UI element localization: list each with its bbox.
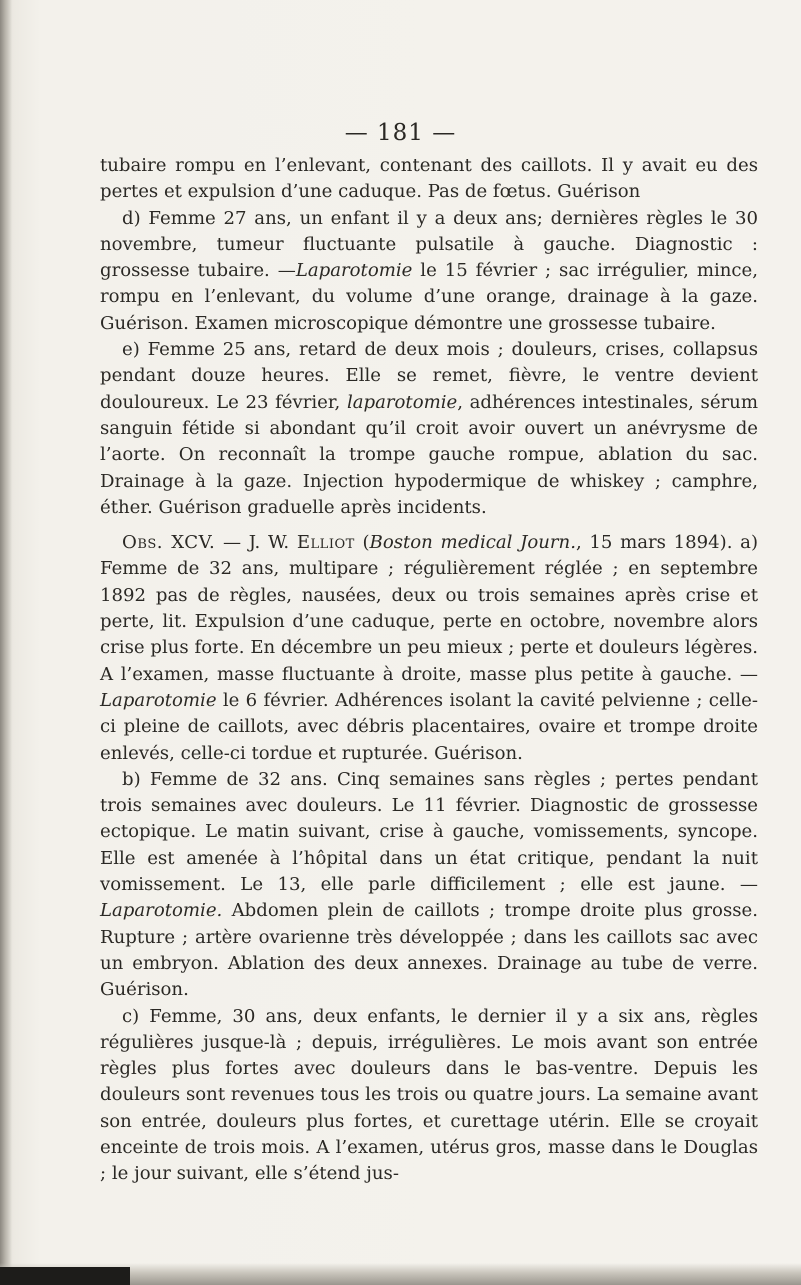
paragraph-continuation: tubaire rompu en l’enlevant, contenant des caillots. Il y avait eu des pertes et expulsion d’une caduque. Pas de fœtus. Guérison <box>100 155 758 203</box>
case-d-text-rest: le 15 février ; sac irrégulier, mince, rompu en l’enlevant, du volume d’une orange, drainage à la gaze. Guérison. Examen microscopique démontre une grossesse tubaire. <box>100 260 759 334</box>
case-e-text-rest: , adhérences intestinales, sérum sanguin fétide si abondant qu’il croit avoir ouvert un anévrysme de l’aorte. On reconnaît la trompe gauche rompue, ablation du sac. Drainage à la gaze. Injection hypodermique de whiskey ; camphre, éther. Guérison graduelle après incidents. <box>100 391 758 518</box>
source-open: ( <box>354 532 370 554</box>
case-b-emphasis: Laparotomie. <box>100 900 223 922</box>
case-a-emphasis: Laparotomie <box>100 689 217 711</box>
case-d-paragraph <box>100 206 758 337</box>
observation-xcv-paragraph <box>100 530 758 767</box>
page-number: — 181 — <box>344 120 457 146</box>
source-close: , 15 mars 1894). <box>575 532 733 554</box>
case-d-text: d) Femme 27 ans, un enfant il y a deux ans; dernières règles le 30 novembre, tumeur fluctuante pulsatile à gauche. Diagnostic : grossesse tubaire. — <box>100 207 758 282</box>
case-e-paragraph <box>100 337 758 521</box>
case-b-paragraph <box>100 767 758 1004</box>
page-corner-shadow <box>0 1267 130 1285</box>
observation-dash: — J. W. <box>215 532 297 554</box>
observation-author: Elliot <box>296 532 355 554</box>
case-d-emphasis: Laparotomie <box>295 260 413 282</box>
case-a-text-rest: le 6 février. Adhérences isolant la cavité pelvienne ; celle-ci pleine de caillots, avec débris placentaires, ovaire et trompe droite enlevés, celle-ci tordue et rupturée. Guérison. <box>100 689 758 764</box>
body-text <box>100 153 758 1188</box>
case-e-text: e) Femme 25 ans, retard de deux mois ; douleurs, crises, collapsus pendant douze heures. Elle se remet, fièvre, le ventre devient douloureux. Le 23 février, <box>100 339 758 413</box>
case-a-text: a) Femme de 32 ans, multipare ; régulièrement réglée ; en septembre 1892 pas de règles, nausées, deux ou trois semaines après crise et perte, lit. Expulsion d’une caduque, perte en octobre, novembre alors crise plus forte. En décembre un peu mieux ; perte et douleurs légères. A l’examen, masse fluctuante à droite, masse plus petite à gauche. — <box>100 532 759 685</box>
case-c-paragraph: c) Femme, 30 ans, deux enfants, le dernier il y a six ans, règles régulières jusque-là ; depuis, irrégulières. Le mois avant son entrée règles plus fortes avec douleurs dans le bas-ventre. Depuis les douleurs sont revenues tous les trois ou quatre jours. La semaine avant son entrée, douleurs plus fortes, et curettage utérin. Elle se croyait enceinte de trois mois. A l’examen, utérus gros, masse dans le Douglas ; le jour suivant, elle s’étend jus- <box>100 1005 758 1185</box>
case-b-text-rest: Abdomen plein de caillots ; trompe droite plus grosse. Rupture ; artère ovarienne très développée ; dans les caillots sac avec un embryon. Ablation des deux annexes. Drainage au tube de verre. Guérison. <box>100 900 758 1001</box>
observation-label: Obs. XCV. <box>122 532 216 554</box>
case-b-text: b) Femme de 32 ans. Cinq semaines sans règles ; pertes pendant trois semaines avec douleurs. Le 11 février. Diagnostic de grossesse ectopique. Le matin suivant, crise à gauche, vomissements, syncope. Elle est amenée à l’hôpital dans un état critique, pendant la nuit vomissement. Le 13, elle parle difficilement ; elle est jaune. — <box>100 768 758 896</box>
case-e-emphasis: laparotomie <box>346 391 458 413</box>
observation-source: Boston medical Journ. <box>369 532 576 554</box>
page-binding-shadow <box>0 0 12 1285</box>
